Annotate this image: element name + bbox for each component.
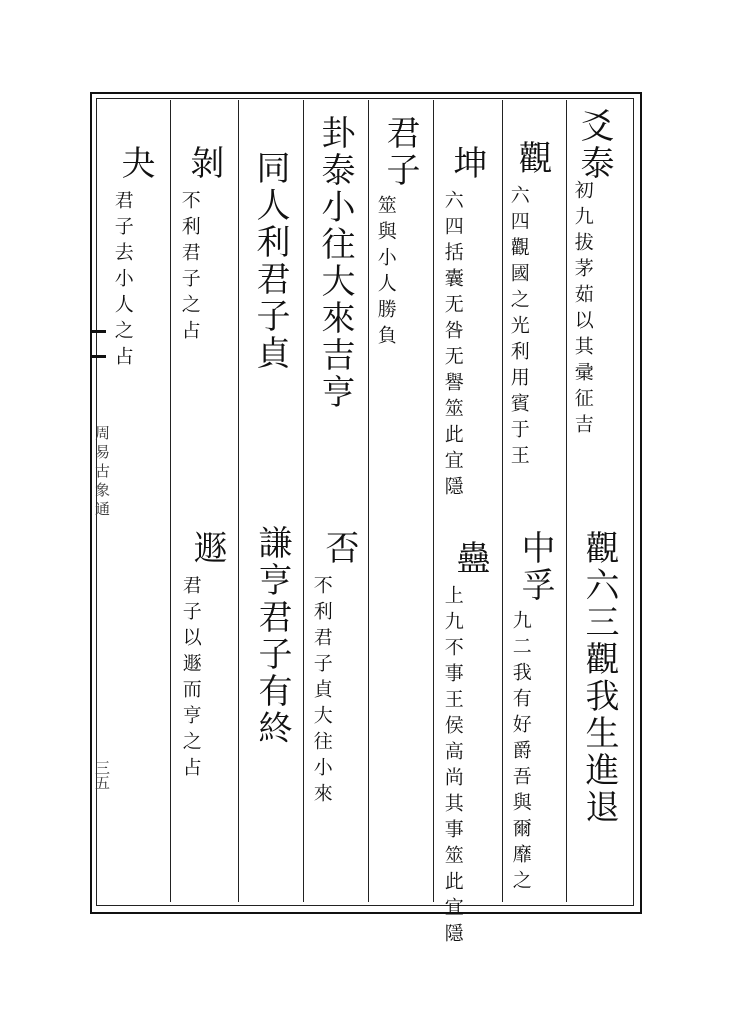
col6-main: 同人利君子貞 <box>250 150 290 372</box>
col2-head: 觀 <box>512 140 552 177</box>
column-rule <box>433 100 434 902</box>
col7-note-lower: 君子以遯而亨之占 <box>179 575 202 783</box>
col6-lower: 謙亨君子有終 <box>252 525 292 747</box>
col5-hexagram: 否 <box>319 530 359 567</box>
page-number: 三五 <box>93 760 111 790</box>
column-rule <box>238 100 239 902</box>
col1-head: 爻泰 <box>574 108 614 182</box>
col2-note-lower: 九二我有好爵吾與爾靡之 <box>509 610 532 896</box>
col4-note: 筮與小人勝負 <box>374 195 397 351</box>
col2-hexagram: 中孚 <box>515 530 555 604</box>
col7-note: 不利君子之占 <box>178 190 201 346</box>
column-rule <box>502 100 503 902</box>
col3-note-lower: 上九不事王侯高尚其事筮此宜隱 <box>441 585 464 949</box>
col1-note: 初九拔茅茹以其彚征吉 <box>571 180 594 440</box>
book-title: 周易古象通 <box>93 425 111 520</box>
col8-note: 君子去小人之占 <box>111 190 134 372</box>
fishtail-mark <box>92 330 106 333</box>
column-rule <box>368 100 369 902</box>
col3-note: 六四括囊无咎无譽筮此宜隱 <box>441 190 464 502</box>
col5-note-lower: 不利君子貞大往小來 <box>310 575 333 809</box>
col7-head: 剝 <box>184 145 224 182</box>
column-rule <box>170 100 171 902</box>
col1-main: 觀六三觀我生進退 <box>579 530 619 826</box>
fishtail-mark <box>92 355 106 358</box>
col7-hexagram: 遯 <box>187 530 227 567</box>
col4-head: 君子 <box>380 115 420 189</box>
col3-hexagram: 蠱 <box>450 540 490 577</box>
col5-main: 卦泰小往大來吉亨 <box>315 115 355 411</box>
column-rule <box>566 100 567 902</box>
col3-head: 坤 <box>447 145 487 182</box>
col2-note: 六四觀國之光利用賓于王 <box>507 185 530 471</box>
column-rule <box>303 100 304 902</box>
col8-head: 夬 <box>115 145 155 182</box>
